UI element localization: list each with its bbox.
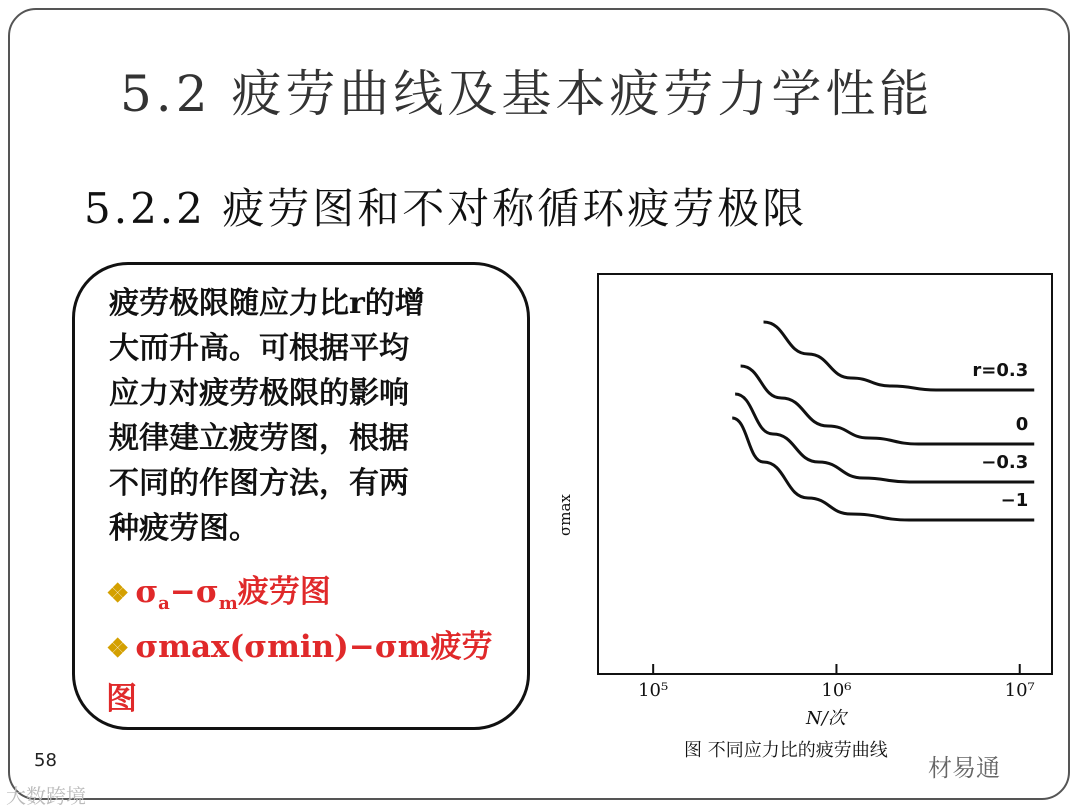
body-line: 种疲劳图。 [109,511,259,546]
page-number: 58 [34,750,57,771]
slide-title: 5.2 疲劳曲线及基本疲劳力学性能 [120,65,934,123]
slide-subtitle: 5.2.2 疲劳图和不对称循环疲劳极限 [84,184,808,233]
subscript-m: m [218,593,238,615]
diamond-bullet-icon: ❖ [106,634,130,664]
body-line: 不同的作图方法，有两 [109,466,409,501]
series-label: −0.3 [981,452,1029,473]
fatigue-chart [540,266,1060,736]
sigma-m: −σ [169,574,219,610]
body-line: 应力对疲劳极限的影响 [109,376,409,411]
x-tick-label: 10⁷ [1004,680,1035,701]
series-label: r=0.3 [972,360,1029,381]
figure-caption: 图 不同应力比的疲劳曲线 [684,740,888,761]
body-line: 疲劳极限随应力比r的增 [109,286,425,321]
x-axis-label: N/次 [806,708,846,729]
body-text [109,281,509,551]
diamond-bullet-icon: ❖ [106,579,130,609]
sigma-a: σ [135,574,159,610]
watermark-left: 大数跨境 [6,784,86,808]
subscript-a: a [158,593,170,615]
bullet-sigma-max [106,622,506,724]
body-line: 规律建立疲劳图，根据 [109,421,409,456]
bullet2-text: σmax(σmin)−σm疲劳图 [106,629,493,717]
watermark-right: 材易通 [928,754,1000,782]
body-line: 大而升高。可根据平均 [109,331,409,366]
x-tick-label: 10⁶ [821,680,852,701]
series-label: 0 [1015,414,1029,435]
series-label: −1 [1000,490,1029,511]
chart-frame [598,274,1052,674]
x-tick-label: 10⁵ [638,680,669,701]
y-axis-label: σmax [556,494,574,536]
bullet1-text: 疲劳图 [237,574,331,610]
bullet-sigma-a-sigma-m [106,566,331,614]
